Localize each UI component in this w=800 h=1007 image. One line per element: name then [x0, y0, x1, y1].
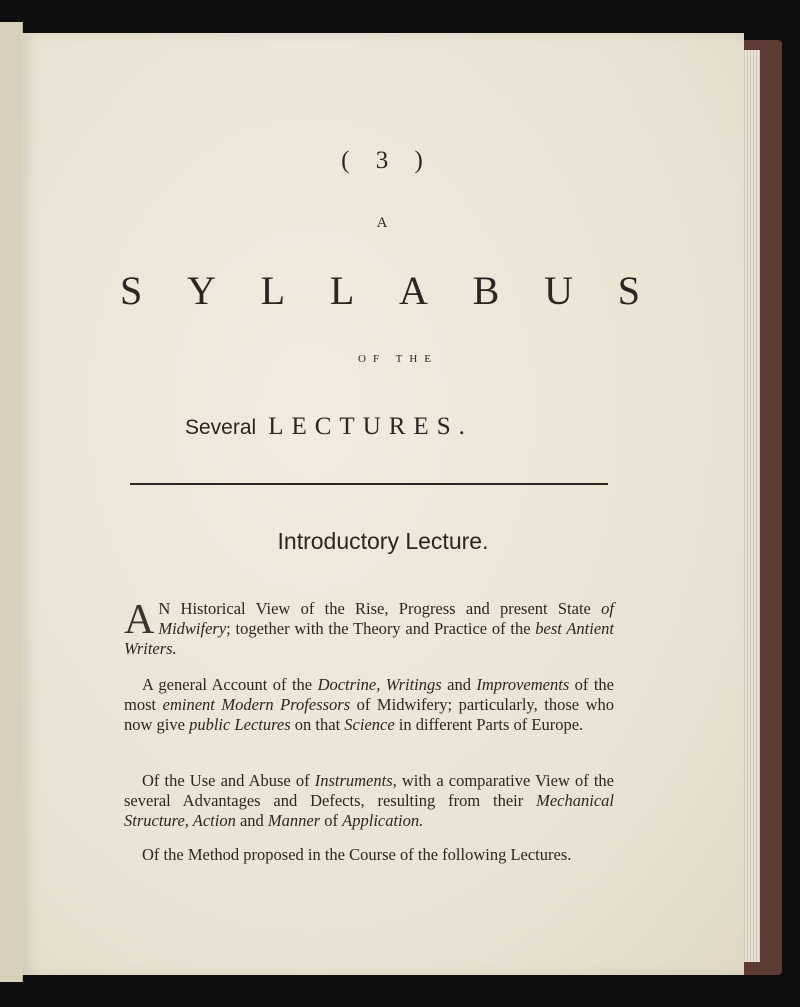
text-run: and: [441, 675, 477, 694]
page-number: ( 3 ): [341, 147, 433, 174]
title-letter: L: [260, 268, 286, 313]
paragraph: [124, 599, 614, 659]
paragraph: [124, 771, 614, 831]
subtitle-several: Several: [185, 416, 257, 439]
italic-run: Mechanical Structure, Action: [124, 791, 614, 830]
text-run: N Historical View of the Rise, Progress and present State: [158, 599, 602, 618]
title-letter: L: [329, 268, 355, 313]
text-run: A general Account of the: [142, 675, 318, 694]
text-run: , with a comparative View of the several Advantages and Defects, resulting from their: [124, 771, 614, 810]
text-run: Of the Use and Abuse of: [142, 771, 315, 790]
italic-run: public Lectures: [189, 715, 291, 734]
paragraph: [124, 675, 614, 735]
title-article: A: [376, 215, 390, 231]
italic-run: best Antient Writers.: [124, 619, 614, 658]
text-run: Of the Method proposed in the Course of the following Lectures.: [142, 845, 572, 864]
paragraph: [124, 845, 614, 865]
title-letter: S: [120, 268, 143, 313]
horizontal-rule: [130, 483, 608, 485]
italic-run: Manner: [267, 811, 321, 830]
italic-run: Doctrine, Writings: [317, 675, 442, 694]
text-run: and: [235, 811, 268, 830]
italic-run: eminent Modern Professors: [162, 695, 351, 714]
drop-cap: A: [124, 597, 155, 643]
text-run: in different Parts of Europe.: [394, 715, 584, 734]
subtitle: [185, 413, 473, 441]
title-letter: A: [399, 268, 428, 313]
main-title: [120, 268, 640, 313]
title-letter: U: [544, 268, 573, 313]
text-run: of Midwifery; particularly, those who now give: [124, 695, 615, 734]
text-run: ; together with the Theory and Practice of the: [226, 619, 536, 638]
italic-run: Application.: [342, 811, 424, 830]
italic-run: Improvements: [476, 675, 570, 694]
subtitle-lectures: LECTURES.: [268, 413, 473, 440]
text-run: on that: [290, 715, 345, 734]
text-run: of: [320, 811, 343, 830]
section-heading: Introductory Lecture.: [277, 528, 489, 554]
title-letter: S: [617, 268, 640, 313]
italic-run: Instruments: [314, 771, 393, 790]
italic-run: of Midwifery: [158, 599, 614, 638]
italic-run: Science: [344, 715, 395, 734]
of-the-line: OF THE: [358, 353, 438, 365]
book-page: [22, 33, 744, 975]
facing-page-edge: [0, 22, 23, 982]
title-letter: B: [472, 268, 500, 313]
text-run: of the most: [124, 675, 614, 714]
title-letter: Y: [187, 268, 216, 313]
